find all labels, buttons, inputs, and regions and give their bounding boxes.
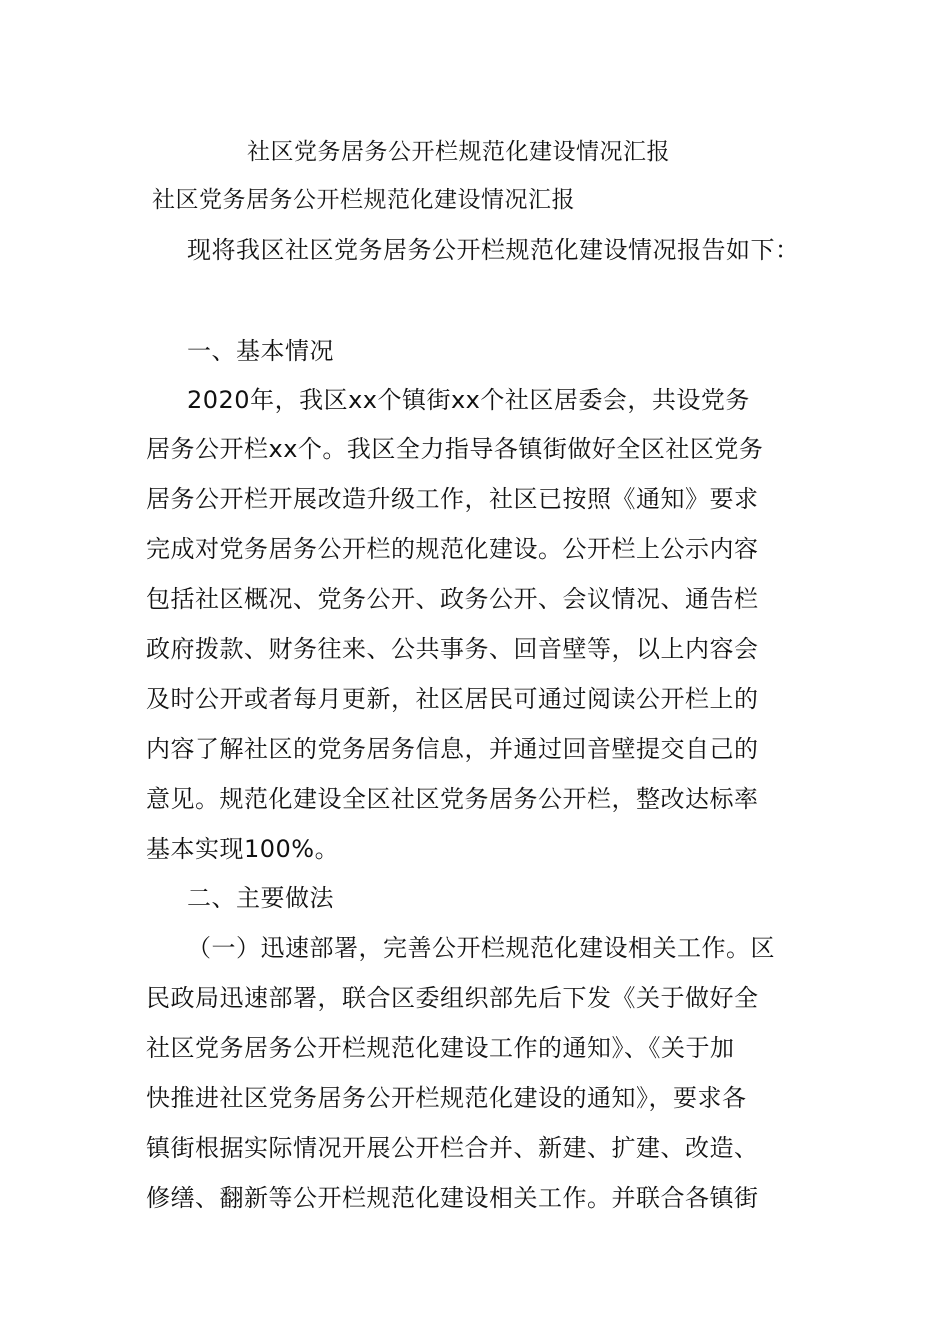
body-text-line: 完成对党务居务公开栏的规范化建设。公开栏上公示内容 — [146, 535, 759, 563]
intro-paragraph: 现将我区社区党务居务公开栏规范化建设情况报告如下： — [187, 236, 800, 264]
document-title: 社区党务居务公开栏规范化建设情况汇报 — [247, 139, 670, 165]
body-text-line: 基本实现100%。 — [146, 835, 340, 863]
body-text-line: （一）迅速部署，完善公开栏规范化建设相关工作。区 — [187, 934, 775, 962]
body-text-line: 居务公开栏xx个。我区全力指导各镇街做好全区社区党务 — [146, 435, 764, 463]
body-text-line: 包括社区概况、党务公开、政务公开、会议情况、通告栏 — [146, 585, 759, 613]
section-heading-methods: 二、主要做法 — [187, 884, 334, 912]
body-text-line: 镇街根据实际情况开展公开栏合并、新建、扩建、改造、 — [146, 1134, 759, 1162]
body-text-line: 居务公开栏开展改造升级工作，社区已按照《通知》要求 — [146, 485, 759, 513]
body-text-line: 内容了解社区的党务居务信息，并通过回音壁提交自己的 — [146, 735, 759, 763]
body-text-line: 民政局迅速部署，联合区委组织部先后下发《关于做好全 — [146, 984, 759, 1012]
body-text-line: 政府拨款、财务往来、公共事务、回音壁等，以上内容会 — [146, 635, 759, 663]
body-text-line: 意见。规范化建设全区社区党务居务公开栏，整改达标率 — [146, 785, 759, 813]
body-text-line: 社区党务居务公开栏规范化建设工作的通知》、《关于加 — [146, 1034, 735, 1062]
section-heading-basic: 一、基本情况 — [187, 337, 334, 365]
body-text-line: 快推进社区党务居务公开栏规范化建设的通知》，要求各 — [146, 1084, 747, 1112]
body-text-line: 及时公开或者每月更新，社区居民可通过阅读公开栏上的 — [146, 685, 759, 713]
body-text-line: 修缮、翻新等公开栏规范化建设相关工作。并联合各镇街 — [146, 1184, 759, 1212]
document-subtitle: 社区党务居务公开栏规范化建设情况汇报 — [152, 187, 575, 213]
body-text-line: 2020年，我区xx个镇街xx个社区居委会，共设党务 — [187, 386, 750, 414]
